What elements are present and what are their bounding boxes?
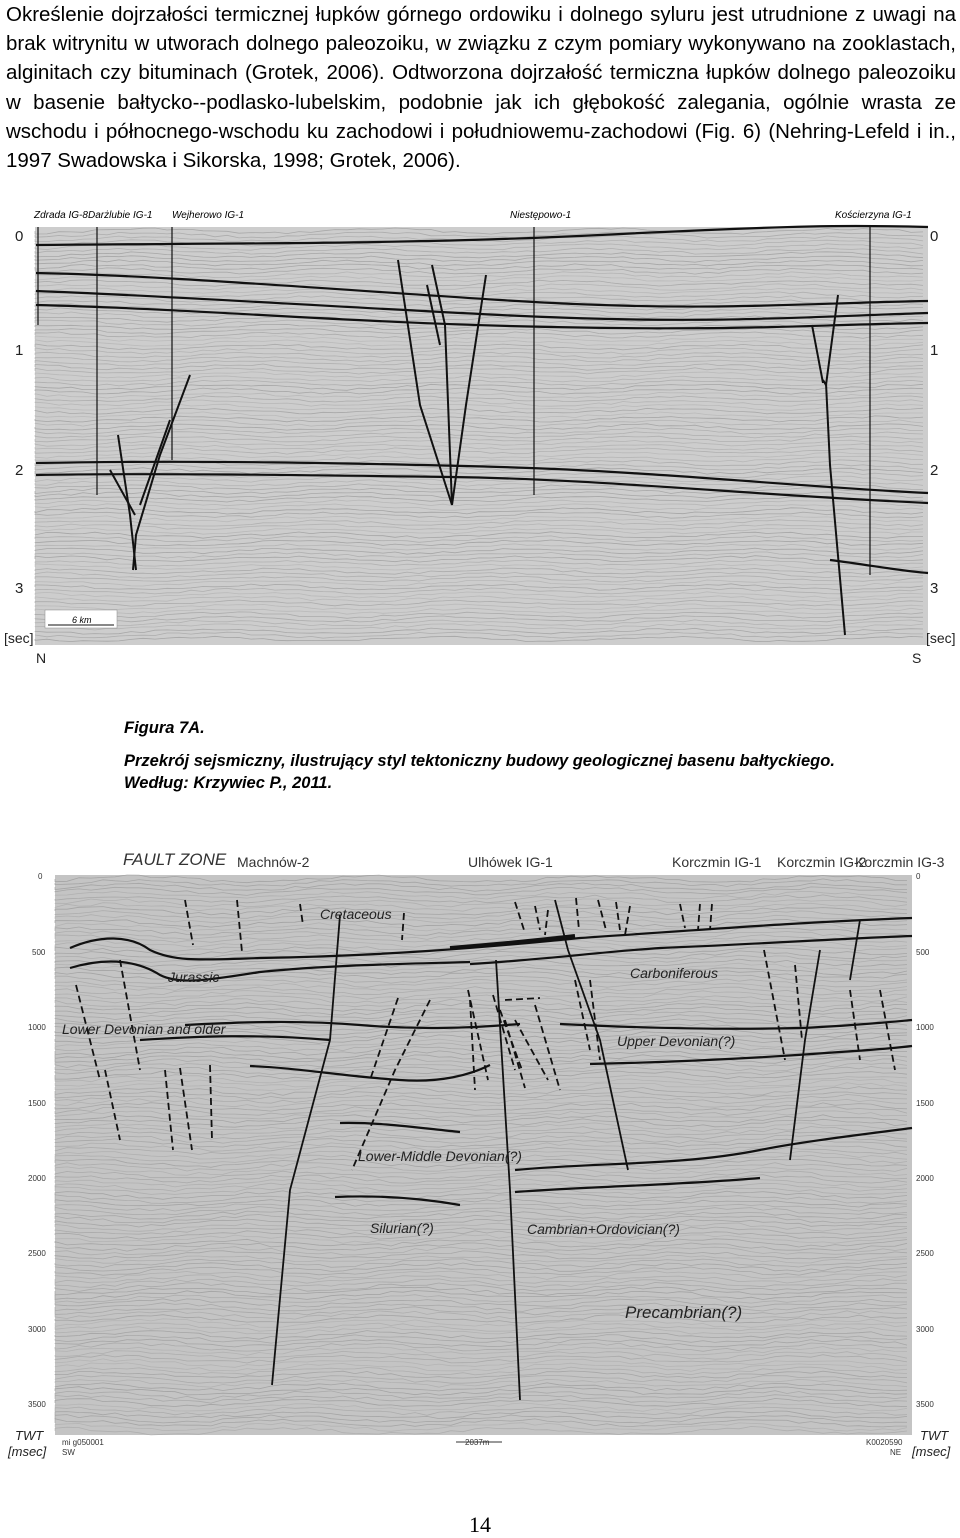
well-label-korczmin-3: Korczmin IG-3: [855, 854, 945, 870]
y2-tick-right-500: 500: [916, 948, 930, 957]
y-tick-left-1: 1: [15, 342, 24, 359]
well-label-korczmin-1: Korczmin IG-1: [672, 854, 762, 870]
twt-unit-left: [msec]: [8, 1444, 47, 1459]
page-number: 14: [469, 1512, 491, 1537]
body-paragraph: Określenie dojrzałości termicznej łupków górnego ordowiku i dolnego syluru jest utrudnione z uwagi na brak witrynitu w utworach dolnego paleozoiku, w związku z czym pomiary wykonywano na zooklastach, alginitach czy bituminach (Grotek, 2006). Odtworzona dojrzałość termiczna łupków dolnego paleozoiku w basenie bałtycko--podlasko-lubelskim, podobnie jak ich głębokość zalegania, ogólnie wrasta ze wschodu i północnego-wschodu ku zachodowi i południowemu-zachodowi (Fig. 6) (Nehring-Lefeld i in., 1997 Swadowska i Sikorska, 1998; Grotek, 2006).: [6, 3, 956, 173]
well-label-korczmin-2: Korczmin IG-2: [777, 854, 867, 870]
seismic-panel-1: [35, 227, 928, 645]
figure-caption-line-2: Według: Krzywiec P., 2011.: [124, 774, 333, 792]
y-unit-right: [sec]: [926, 630, 956, 646]
y2-tick-right-1000: 1000: [916, 1023, 934, 1032]
direction-north: N: [36, 650, 47, 666]
unit-label-lower-middle-devonian: Lower-Middle Devonian(?): [358, 1148, 522, 1164]
well-label-wejherowo: Wejherowo IG-1: [172, 210, 245, 221]
well-label-zdrada: Zdrada IG-8: [34, 210, 88, 221]
unit-label-lower-devonian: Lower Devonian and older: [62, 1021, 226, 1037]
unit-label-precambrian: Precambrian(?): [625, 1303, 743, 1322]
well-label-darzlubie: Darżlubie IG-1: [88, 210, 153, 221]
unit-label-silurian: Silurian(?): [370, 1220, 434, 1236]
y2-tick-right-1500: 1500: [916, 1099, 934, 1108]
unit-label-carboniferous: Carboniferous: [630, 965, 718, 981]
seismic-section-1-svg: [0, 205, 960, 675]
twt-unit-right: [msec]: [912, 1444, 951, 1459]
y-tick-left-0: 0: [15, 228, 24, 245]
y-tick-right-1: 1: [930, 342, 939, 359]
line-code-left: mi g050001: [62, 1438, 104, 1447]
twt-label-right: TWT: [920, 1428, 949, 1443]
y2-tick-left-500: 500: [32, 948, 46, 957]
y-unit-left: [sec]: [4, 630, 34, 646]
y2-tick-left-1500: 1500: [28, 1099, 46, 1108]
well-label-niestepowo: Niestępowo-1: [510, 210, 572, 221]
direction-sw: SW: [62, 1448, 75, 1457]
y2-tick-left-1000: 1000: [28, 1023, 46, 1032]
twt-label-left: TWT: [15, 1428, 44, 1443]
y2-tick-right-2500: 2500: [916, 1249, 934, 1258]
well-label-ulhowek: Ulhówek IG-1: [468, 854, 553, 870]
fault-zone-label: FAULT ZONE: [123, 850, 227, 869]
direction-ne: NE: [890, 1448, 902, 1457]
y2-tick-right-2000: 2000: [916, 1174, 934, 1183]
y2-tick-left-2000: 2000: [28, 1174, 46, 1183]
y2-tick-left-2500: 2500: [28, 1249, 46, 1258]
figure-caption-line-1: Przekrój sejsmiczny, ilustrujący styl tektoniczny budowy geologicznej basenu bałtyckiego.: [124, 752, 835, 770]
seismic-section-figure-2: [0, 840, 960, 1480]
scale-label-1: 6 km: [72, 615, 92, 625]
seismic-section-figure-1: [0, 205, 960, 675]
y2-tick-right-0: 0: [916, 872, 921, 881]
figure-caption-title: Figura 7A.: [124, 719, 205, 737]
y2-tick-right-3500: 3500: [916, 1400, 934, 1409]
well-label-koscierzyna: Kościerzyna IG-1: [835, 210, 912, 221]
scale-label-2: 2037m: [465, 1438, 490, 1447]
unit-label-cambrian-ordovician: Cambrian+Ordovician(?): [527, 1221, 680, 1237]
y-tick-right-3: 3: [930, 580, 939, 597]
unit-label-upper-devonian: Upper Devonian(?): [617, 1033, 736, 1049]
y-tick-right-0: 0: [930, 228, 939, 245]
direction-south: S: [912, 650, 922, 666]
line-code-right: K0020590: [866, 1438, 903, 1447]
y-tick-left-2: 2: [15, 462, 24, 479]
unit-label-cretaceous: Cretaceous: [320, 906, 392, 922]
unit-label-jurassic: Jurassic: [168, 969, 220, 985]
y-tick-left-3: 3: [15, 580, 24, 597]
well-label-machnow: Machnów-2: [237, 854, 310, 870]
y2-tick-left-3500: 3500: [28, 1400, 46, 1409]
seismic-section-2-svg: [0, 840, 960, 1480]
y2-tick-left-3000: 3000: [28, 1325, 46, 1334]
y2-tick-left-0: 0: [38, 872, 43, 881]
y2-tick-right-3000: 3000: [916, 1325, 934, 1334]
y-tick-right-2: 2: [930, 462, 939, 479]
